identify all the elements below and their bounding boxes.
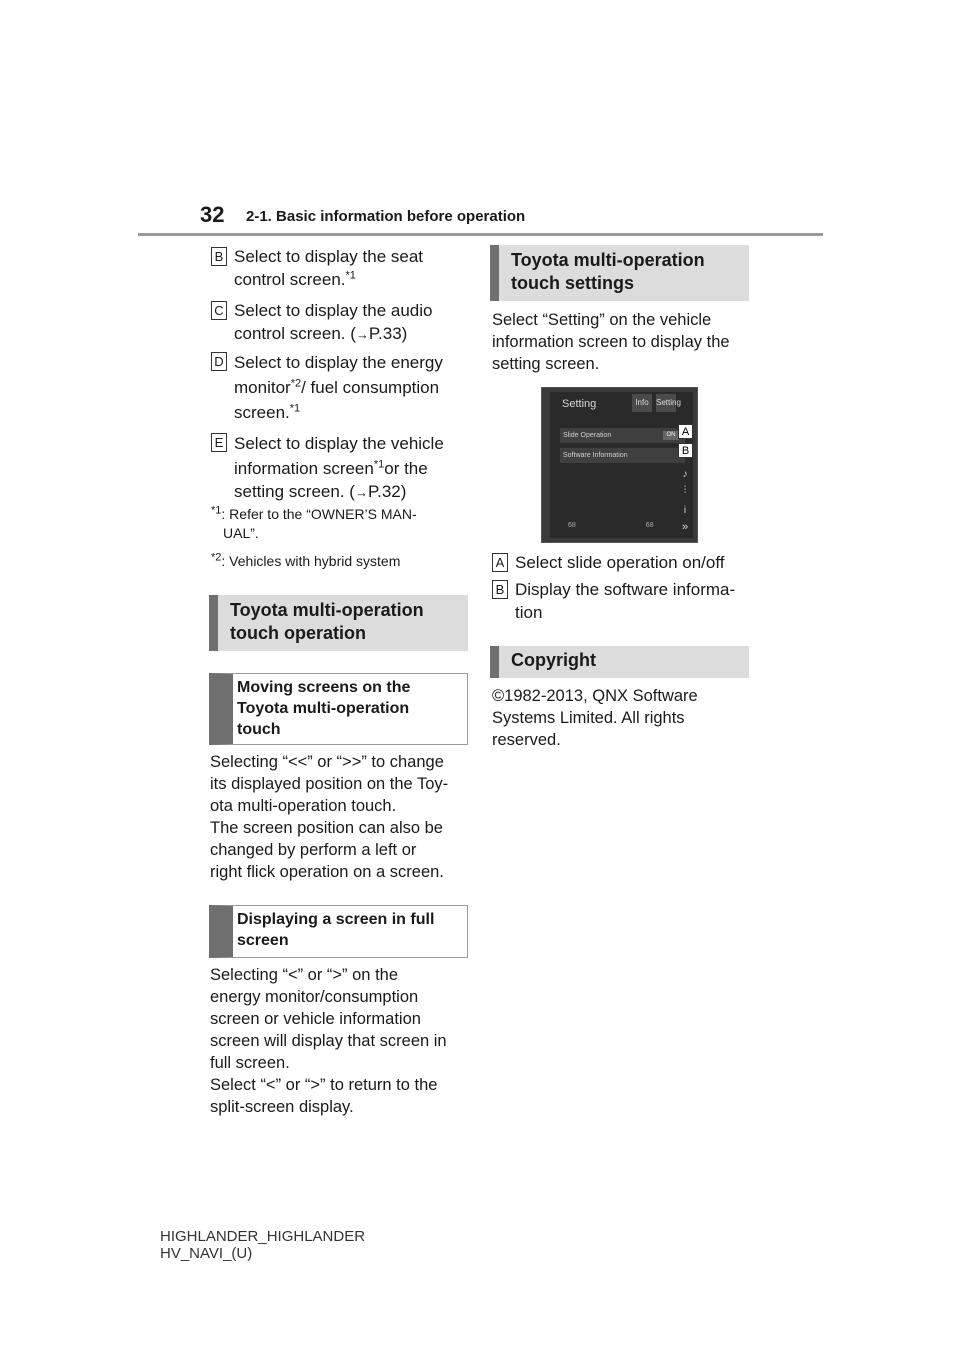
screen-toggle: ON [663,431,679,440]
paragraph-line: Select “Setting” on the vehicle [492,311,712,329]
setting-screen-display [550,392,693,538]
footnote-ref: *1 [289,402,301,415]
paragraph-line: energy monitor/consumption [210,988,419,1006]
screen-row-software-info: Software Information [560,448,685,463]
list-item-a [492,551,752,576]
paragraph-copyright [492,685,754,751]
callout-label-b: B [678,443,693,458]
list-item-b-settings [492,578,752,628]
item-b-line1: Display the software informa- [515,580,736,599]
item-b-line1: Select to display the seat [234,247,424,266]
temperature-right: 68 [645,522,654,529]
list-item-b [211,245,471,295]
item-d-line2b: / fuel consumption [301,378,440,397]
paragraph-line: right flick operation on a screen. [210,863,444,881]
paragraph-full-screen [210,964,472,1118]
paragraph-moving-screens [210,751,472,883]
heading-mot-operation [209,595,468,651]
heading-line: Toyota multi-operation [511,250,705,270]
list-item-d [211,350,471,428]
item-a-line1: Select slide operation on/off [515,553,725,572]
equalizer-icon: ⫶ [683,485,687,496]
paragraph-line: Selecting “<<” or “>>” to change [210,753,444,771]
heading-line: Toyota multi-operation [230,600,424,620]
marker-a: A [492,553,508,572]
item-d-line3: screen. [234,403,290,422]
info-icon: Info [632,394,652,412]
paragraph-line: full screen. [210,1054,290,1072]
subheading-full-screen [209,905,468,958]
item-e-line2a: information screen [234,459,374,478]
marker-e: E [211,433,227,452]
screen-title: Setting [562,398,597,410]
subheading-line: touch [237,721,281,738]
footnote-2 [211,552,471,571]
paragraph-line: ota multi-operation touch. [210,797,397,815]
paragraph-settings [492,309,754,375]
paragraph-line: split-screen display. [210,1098,354,1116]
header-rule [138,233,823,236]
paragraph-line: Select “<” or “>” to return to the [210,1076,438,1094]
subheading-line: Toyota multi-operation [237,700,410,717]
paragraph-line: ©1982-2013, QNX Software [492,687,698,705]
double-chevron-right-icon: » [681,521,689,533]
item-e-line3: setting screen. ( [234,482,355,501]
music-note-icon: ♪ [682,469,688,480]
heading-copyright [490,646,749,678]
setting-screen-image [541,387,698,543]
page-number: 32 [200,202,225,227]
paragraph-line: changed by perform a left or [210,841,417,859]
arrow-icon: → [354,485,368,500]
paragraph-line: Selecting “<” or “>” on the [210,966,399,984]
subheading-moving-screens [209,673,468,745]
info-circle-icon: i [683,505,687,516]
marker-c: C [211,301,227,320]
page-ref-link[interactable]: P.33) [368,324,408,343]
gear-icon: Setting [656,394,676,412]
item-d-line1: Select to display the energy [234,353,443,372]
paragraph-line: its displayed position on the Toy- [210,775,449,793]
subheading-line: Displaying a screen in full [237,911,435,928]
paragraph-line: reserved. [492,731,561,749]
paragraph-line: screen will display that screen in [210,1032,447,1050]
footnote-mark: *1 [211,504,222,517]
footnote-text: : Vehicles with hybrid system [221,553,401,569]
list-item-e [211,431,471,509]
item-c-line1: Select to display the audio [234,301,433,320]
footnote-ref: *2 [290,377,302,390]
page-ref-link[interactable]: P.32) [367,482,407,501]
footer-line: HV_NAVI_(U) [160,1245,253,1262]
temperature-left: 68 [568,522,576,529]
footnote-text: UAL”. [223,525,259,541]
marker-d: D [211,352,227,371]
screen-row-label: Slide Operation [563,432,612,439]
marker-b: B [492,580,508,599]
footnote-1 [211,505,471,543]
footnote-mark: *2 [211,551,222,564]
footnote-ref: *1 [373,458,385,471]
paragraph-line: Systems Limited. All rights [492,709,685,727]
paragraph-line: information screen to display the [492,333,730,351]
paragraph-line: setting screen. [492,355,600,373]
item-c-line2: control screen. ( [234,324,356,343]
heading-line: touch settings [511,273,635,293]
footnote-text: : Refer to the “OWNER’S MAN- [221,506,417,522]
item-b-line2: tion [515,603,543,622]
footer-document-id [160,1228,365,1262]
paragraph-line: screen or vehicle information [210,1010,421,1028]
temperature-bar [568,522,654,529]
section-title: 2-1. Basic information before operation [246,208,526,225]
item-b-line2: control screen. [234,270,346,289]
heading-line: Copyright [511,650,596,670]
arrow-icon: → [355,327,369,342]
paragraph-line: The screen position can also be [210,819,443,837]
footnote-ref: *1 [345,269,356,282]
item-e-line1: Select to display the vehicle [234,434,444,453]
screen-row-slide-operation [560,428,685,443]
heading-mot-settings [490,245,749,301]
callout-label-a: A [678,424,693,439]
heading-line: touch operation [230,623,366,643]
subheading-line: Moving screens on the [237,679,411,696]
marker-b: B [211,247,227,266]
item-e-line2b: or the [384,459,428,478]
subheading-line: screen [237,932,289,949]
item-d-line2a: monitor [234,378,291,397]
footer-line: HIGHLANDER_HIGHLANDER [160,1228,366,1245]
list-item-c [211,299,471,349]
